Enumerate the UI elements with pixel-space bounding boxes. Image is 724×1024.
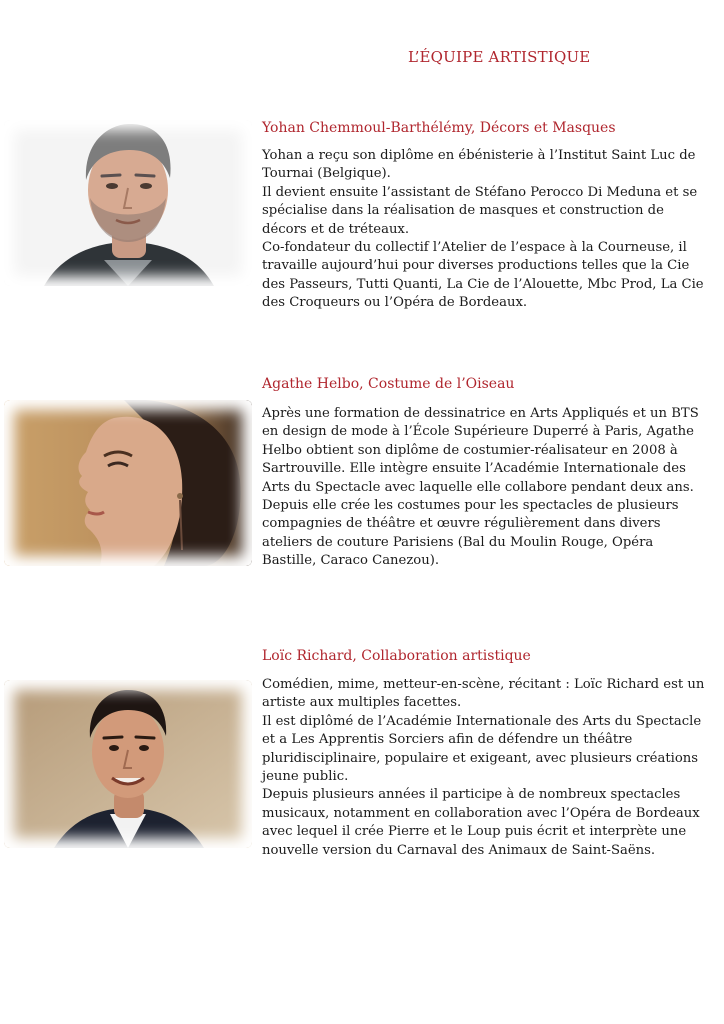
member-name-loic: Loïc Richard, Collaboration artistique (262, 648, 531, 664)
member-name-yohan: Yohan Chemmoul-Barthélémy, Décors et Masques (262, 120, 616, 136)
bio-paragraph: Comédien, mime, metteur-en-scène, récitant : Loïc Richard est un artiste aux multiples facettes. (262, 677, 705, 711)
page-title: L’ÉQUIPE ARTISTIQUE (408, 48, 591, 66)
portrait-yohan-illustration (4, 120, 252, 286)
portrait-loic-illustration (4, 680, 252, 848)
member-bio-agathe (262, 405, 710, 571)
portrait-photo-loic (4, 680, 252, 848)
member-name-agathe: Agathe Helbo, Costume de l’Oiseau (262, 376, 515, 392)
bio-paragraph: Co-fondateur du collectif l’Atelier de l’espace à la Courneuse, il travaille aujourd’hui pour diverses productions telles que la Cie des Passeurs, Tutti Quanti, La Cie de l’Alouette, Mbc Prod, La Cie des Croqueurs ou l’Opéra de Bordeaux. (262, 240, 704, 311)
portrait-photo-yohan (4, 120, 252, 286)
member-bio-loic (262, 676, 710, 860)
bio-paragraph: Après une formation de dessinatrice en Arts Appliqués et un BTS en design de mode à l’École Supérieure Duperré à Paris, Agathe Helbo obtient son diplôme de costumier-réalisateur en 2008 à Sartrouville. Elle intègre ensuite l’Académie Internationale des Arts du Spectacle avec laquelle elle collabore pendant deux ans. Depuis elle crée les costumes pour les spectacles de plusieurs compagnies de théâtre et œuvre régulièrement dans divers ateliers de couture Parisiens (Bal du Moulin Rouge, Opéra Bastille, Caraco Canezou). (262, 406, 699, 569)
portrait-agathe-illustration (4, 400, 252, 566)
bio-paragraph: Depuis plusieurs années il participe à de nombreux spectacles musicaux, notamment en collaboration avec l’Opéra de Bordeaux avec lequel il crée Pierre et le Loup puis écrit et interprète une nouvelle version du Carnaval des Animaux de Saint-Saëns. (262, 787, 700, 858)
portrait-photo-agathe (4, 400, 252, 566)
bio-paragraph: Il devient ensuite l’assistant de Stéfano Perocco Di Meduna et se spécialise dans la réalisation de masques et construction de décors et de tréteaux. (262, 184, 698, 237)
bio-paragraph: Yohan a reçu son diplôme en ébénisterie à l’Institut Saint Luc de Tournai (Belgique). (262, 148, 696, 182)
bio-paragraph: Il est diplômé de l’Académie Internationale des Arts du Spectacle et a Les Apprentis Sorciers afin de défendre un théâtre pluridisciplinaire, populaire et exigeant, avec plusieurs créations jeune public. (262, 713, 702, 785)
member-bio-yohan (262, 147, 710, 313)
